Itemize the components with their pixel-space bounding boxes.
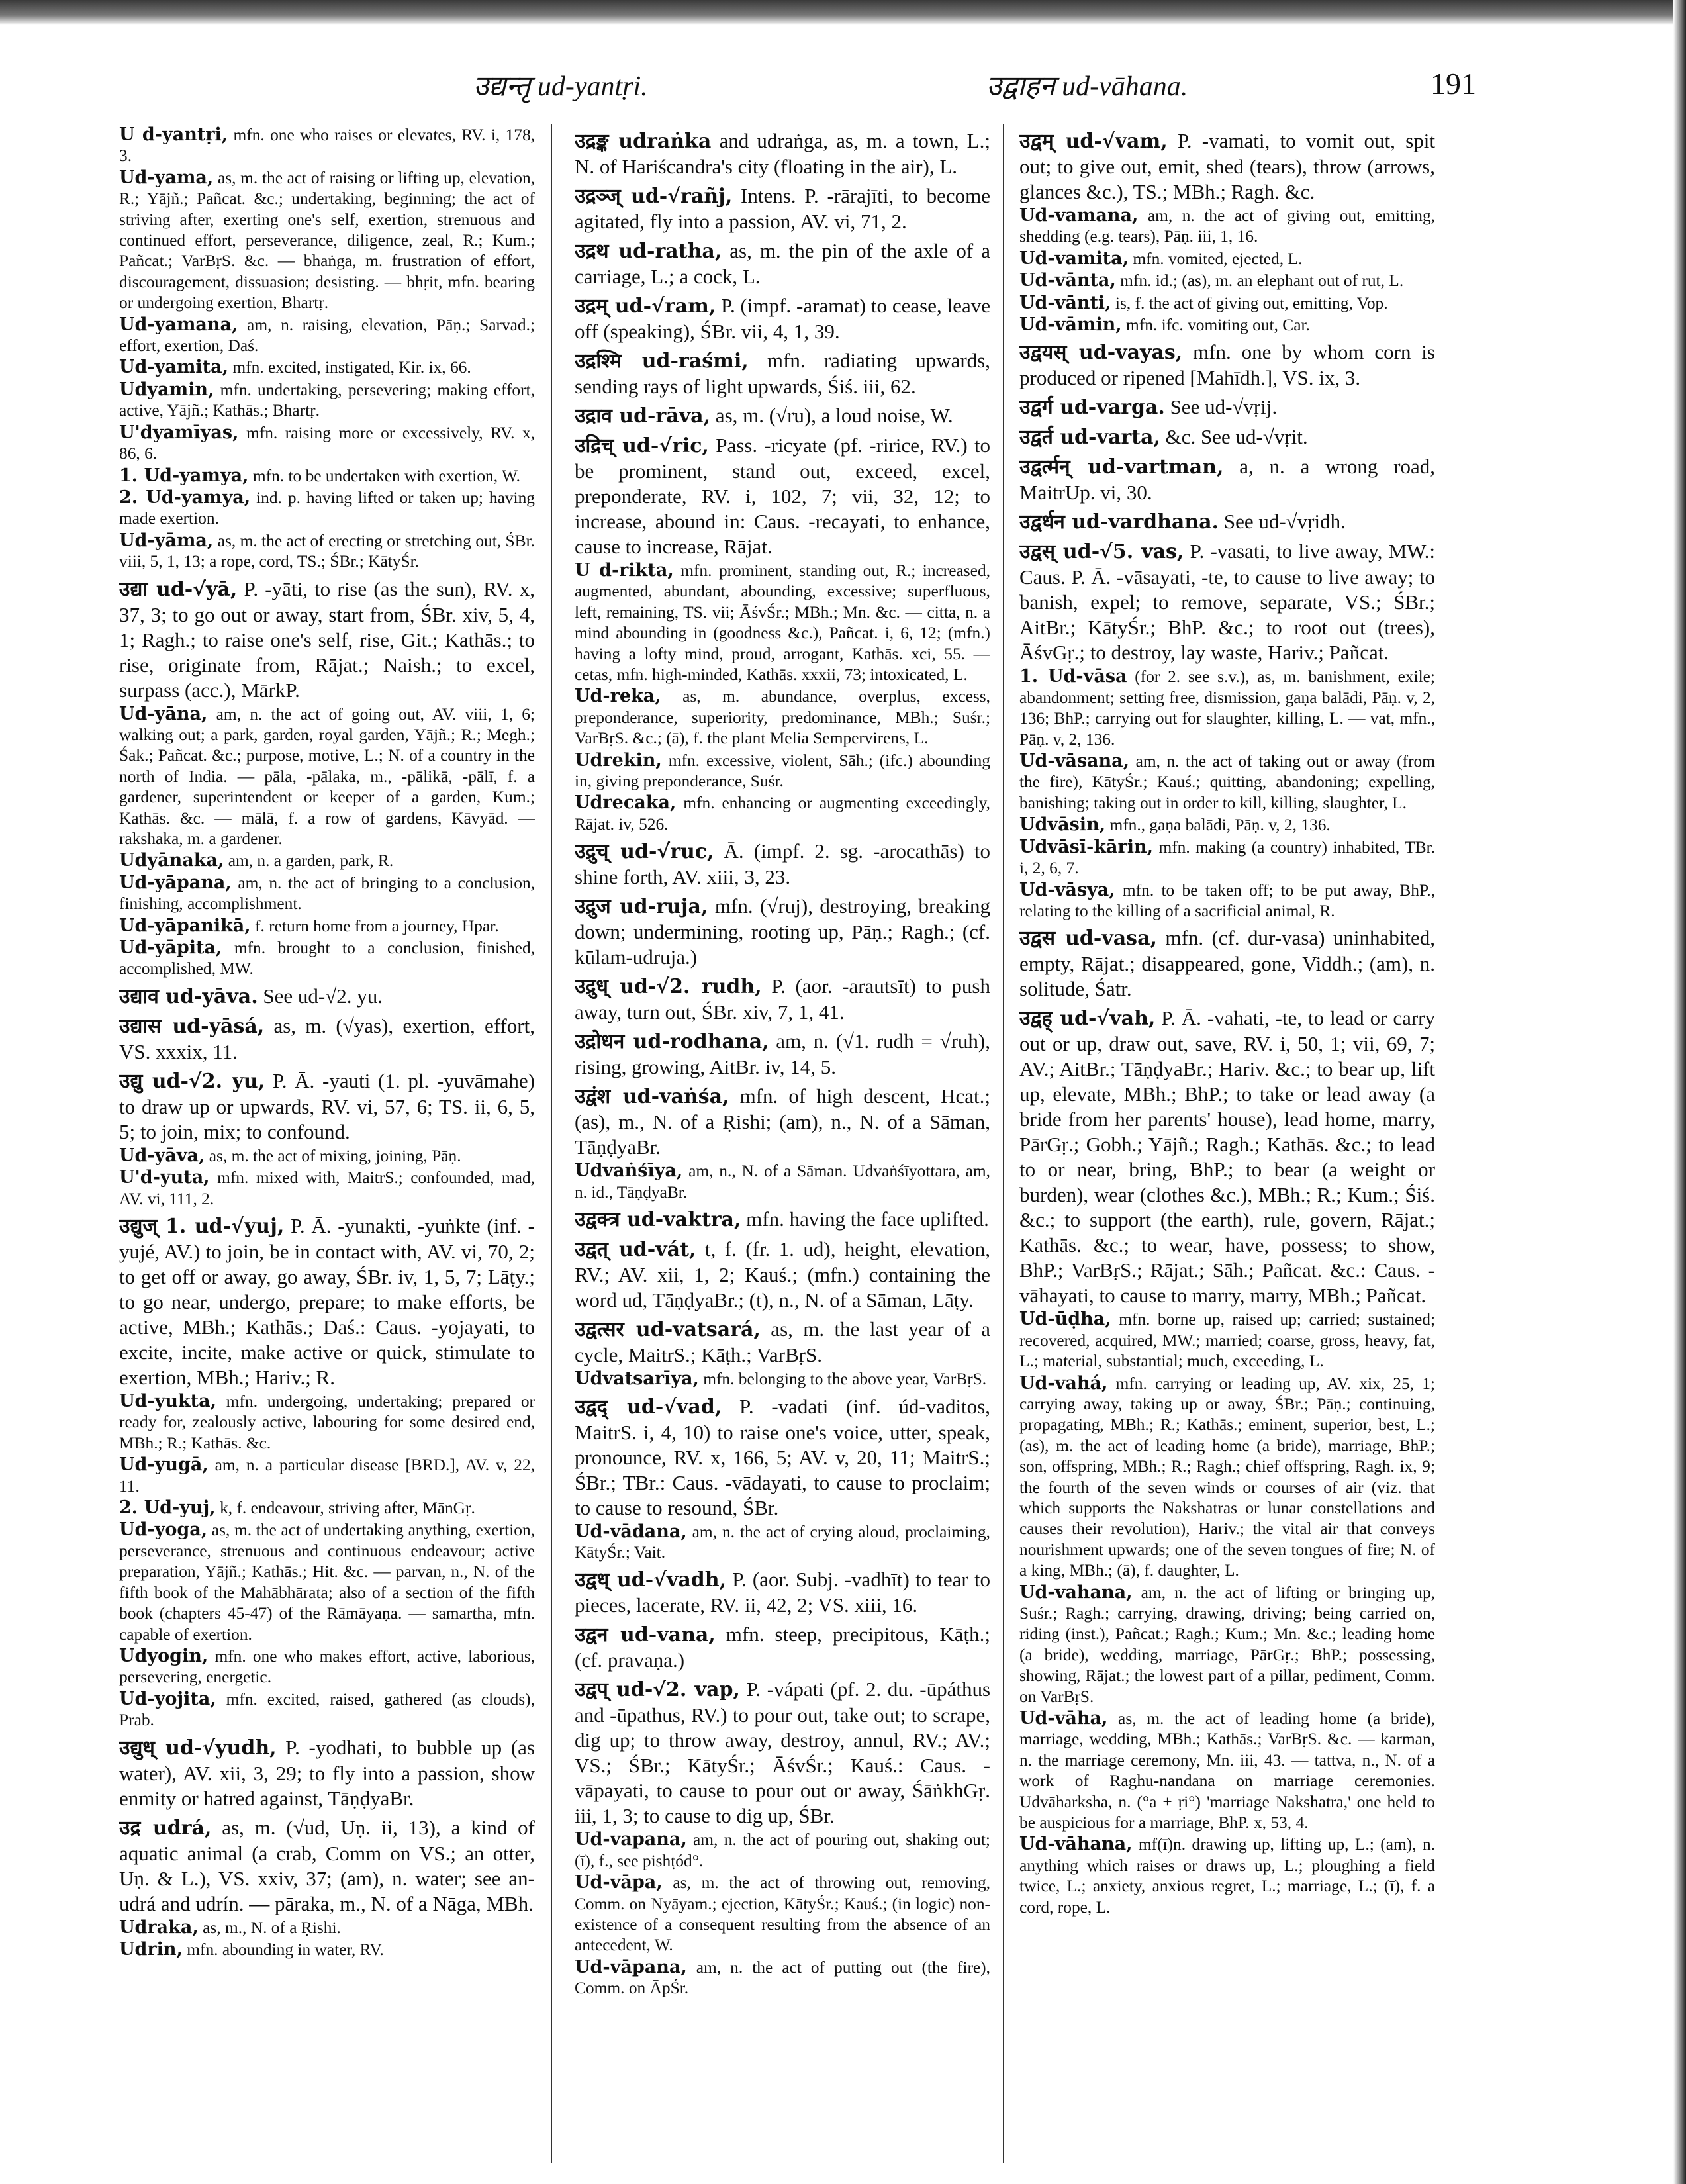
definition: and udraṅga, as, m. a town, L.; N. of Hariścandra's city (floating in the air), L. xyxy=(575,129,990,178)
definition: am, n. raising, elevation, Pāṇ.; Sarvad.; effort, exertion, Daś. xyxy=(119,315,535,356)
headword: Ud-yāpanikā, xyxy=(119,915,251,936)
main-entry xyxy=(1019,539,1435,665)
sub-entry xyxy=(119,124,535,167)
main-entry xyxy=(119,1213,535,1390)
scan-right-edge xyxy=(1673,0,1686,2184)
definition: am, n. the act of crying aloud, proclaiming, KātyŚr.; Vait. xyxy=(575,1522,990,1562)
main-entry xyxy=(119,1815,535,1917)
running-head-middle: उद्वाहन ud-vāhana. xyxy=(986,71,1188,102)
headword: Ud-yama, xyxy=(119,167,214,188)
headword: Ud-vāsana, xyxy=(1019,751,1130,772)
definition: See ud-√2. yu. xyxy=(258,984,383,1008)
main-entry xyxy=(119,1735,535,1811)
definition: mfn. excessive, violent, Sāh.; (ifc.) abounding in, giving preponderance, Suśr. xyxy=(575,751,990,791)
headword: Ud-yāpana, xyxy=(119,872,232,893)
headword: Ud-vamana, xyxy=(1019,205,1139,226)
definition: as, m. the act of leading home (a bride), marriage, wedding, MBh.; Kathās.; VarBṛS. &c. — karman, n. the marriage ceremony, Mn. iii, 43. — tattva, n., N. of a work of Raghu-nandana on marriage ceremonies. Udvāharksha, n. (°a + ṛi°) 'marriage Nakshatra,' one held to be auspicious for a marriage, BhP. x, 53, 4. xyxy=(1019,1709,1435,1832)
sub-entry xyxy=(1019,205,1435,248)
headword: Ud-yukta, xyxy=(119,1391,217,1412)
page-number: 191 xyxy=(1430,67,1476,101)
main-entry xyxy=(575,1622,990,1673)
sub-entry xyxy=(1019,837,1435,879)
main-entry xyxy=(575,348,990,399)
sub-entry xyxy=(119,379,535,422)
headword: उद्वर्त्मन् ud-vartman, xyxy=(1019,455,1224,479)
main-entry xyxy=(575,1394,990,1521)
column-1 xyxy=(119,124,535,2163)
sub-entry xyxy=(1019,1373,1435,1582)
headword: उद्र udrá, xyxy=(119,1816,212,1840)
definition: mfn. undertaking, persevering; making effort, active, Yājñ.; Kathās.; Bhartṛ. xyxy=(119,380,535,420)
headword: उद्वर्धन ud-vardhana. xyxy=(1019,510,1219,534)
definition: as, m. the act of undertaking anything, exertion, perseverance, strenuous and continuous endeavour; active preparation, Yājñ.; Kathās.; Hit. &c. — parvan, n., N. of the fifth book of the Mahābhārata; also of a section of the fifth book (chapters 45-47) of the Rāmāyaṇa. — samartha, mfn. capable of exertion. xyxy=(119,1521,535,1644)
headword: Udyamin, xyxy=(119,379,214,400)
sub-entry xyxy=(1019,751,1435,814)
sub-entry xyxy=(575,792,990,835)
definition: as, m., N. of a Ṛishi. xyxy=(198,1918,341,1937)
definition: am, n. the act of lifting or bringing up, Suśr.; Ragh.; carrying, drawing, driving; being carried on, riding (inst.), Pañcat.; Ragh.; Kum.; Mn. &c.; leading home (a bride), wedding, marriage, PārGṛ.; BhP.; possessing, showing, Rājat.; the lowest part of a pillar, pediment, Comm. on VarBṛS. xyxy=(1019,1583,1435,1706)
definition: as, m. abundance, overplus, excess, preponderance, superiority, predominance, MBh.; Suśr.; VarBṛS. &c.; (ā), f. the plant Melia Sempervirens, L. xyxy=(575,687,990,748)
headword: Udvāsin, xyxy=(1019,814,1106,835)
main-entry xyxy=(119,984,535,1010)
headword: उद्वप् ud-√2. vap, xyxy=(575,1678,740,1702)
sub-entry xyxy=(119,167,535,314)
headword: Ud-vāsya, xyxy=(1019,879,1115,900)
definition: as, m. the act of erecting or stretching out, ŚBr. viii, 5, 1, 13; a rope, cord, TS.; ŚBr.; KātyŚr. xyxy=(119,531,535,571)
headword: Ud-vāha, xyxy=(1019,1708,1108,1729)
sub-entry xyxy=(575,1829,990,1872)
headword: Udraka, xyxy=(119,1917,199,1938)
column-2 xyxy=(575,124,990,2163)
headword: Ud-vāpa, xyxy=(575,1872,663,1893)
headword: Ud-vādana, xyxy=(575,1521,687,1542)
sub-entry xyxy=(119,1167,535,1210)
headword: 1. Ud-vāsa xyxy=(1019,666,1127,687)
headword: उद्रञ्ज् ud-√rañj, xyxy=(575,185,733,208)
main-entry xyxy=(1019,509,1435,535)
main-entry xyxy=(119,1014,535,1065)
definition: P. -vasati, to live away, MW.: Caus. P. Ā. -vāsayati, -te, to cause to live away; to banish, expel; to remove, separate, VS.; ŚBr.; AitBr.; KātyŚr.; BhP. &c.; to root out (trees), ĀśvGṛ.; to destroy, lay waste, Hariv.; Pañcat. xyxy=(1019,540,1435,665)
definition: am, n. the act of pouring out, shaking out; (ī), f., see pishṭód°. xyxy=(575,1830,990,1870)
headword: Ud-yāva, xyxy=(119,1145,205,1166)
headword: Ud-vahá, xyxy=(1019,1372,1108,1394)
sub-entry xyxy=(575,1368,990,1390)
headword: उद्वर्त ud-varta, xyxy=(1019,426,1160,450)
definition: P. Ā. -vahati, -te, to lead or carry out or up, draw out, save, RV. i, 50, 1; vii, 69, 7; AV.; AitBr.; TāṇḍyaBr.; Hariv. &c.; to bear up, lift up, elevate, MBh.; BhP.; to take or lead away (a bride from her parents' house), lead home, marry, PārGṛ.; Gobh.; Yājñ.; Ragh.; Kathās. &c.; to lead to or near, bring, BhP.; to bear (a weight or burden), wear (clothes &c.), MBh.; R.; Kum.; Śiś. &c.; to support (the earth), rule, govern, Rājat.; Kathās. &c.; to wear, have, possess; to show, BhP.; VarBṛS.; Rājat.; Sāh.; Pañcat. &c.: Caus. -vāhayati, to cause to marry, marry, MBh.; Pañcat. xyxy=(1019,1006,1435,1307)
definition: mfn. one who makes effort, active, laborious, persevering, energetic. xyxy=(119,1646,535,1687)
headword: U'dyamīyas, xyxy=(119,422,239,443)
main-entry xyxy=(575,1317,990,1368)
definition: Intens. P. -rārajīti, to become agitated, fly into a passion, AV. vi, 71, 2. xyxy=(575,184,990,233)
definition: k, f. endeavour, striving after, MānGṛ. xyxy=(215,1499,475,1518)
definition: as, m. (√yas), exertion, effort, VS. xxxix, 11. xyxy=(119,1014,535,1063)
headword: उद्रिच् ud-√ric, xyxy=(575,434,709,457)
headword: उद्वह् ud-√vah, xyxy=(1019,1007,1156,1031)
definition: mfn. to be taken off; to be put away, BhP., relating to the killing of a sacrificial animal, R. xyxy=(1019,880,1435,920)
sub-entry xyxy=(1019,1834,1435,1918)
definition: mfn. of high descent, Hcat.; (as), m., N. of a Ṛishi; (am), n., N. of a Sāman, TāṇḍyaBr. xyxy=(575,1084,990,1159)
sub-entry xyxy=(119,530,535,573)
definition: mfn. borne up, raised up; carried; sustained; recovered, acquired, MW.; married; coarse, gross, heavy, fat, L.; material, substantial; much, exceeding, L. xyxy=(1019,1310,1435,1371)
headword: उद्वक्त्र ud-vaktra, xyxy=(575,1208,741,1232)
main-entry xyxy=(575,894,990,970)
main-entry xyxy=(575,1029,990,1080)
definition: P. (aor. Subj. -vadhīt) to tear to pieces, lacerate, RV. ii, 42, 2; VS. xiii, 16. xyxy=(575,1568,990,1617)
main-entry xyxy=(575,974,990,1025)
headword: उद्वस ud-vasa, xyxy=(1019,927,1157,951)
definition: mfn. having the face uplifted. xyxy=(741,1208,989,1231)
definition: mfn. brought to a conclusion, finished, accomplished, MW. xyxy=(119,939,535,978)
main-entry xyxy=(1019,395,1435,420)
headword: Ud-vāmin, xyxy=(1019,314,1122,336)
main-entry xyxy=(1019,1006,1435,1308)
definition: P. -vadati (inf. úd-vaditos, MaitrS. i, 4, 10) to raise one's voice, utter, speak, pronounce, RV. x, 166, 5; AV. v, 20, 11; MaitrS.; ŚBr.; TBr.: Caus. -vādayati, to cause to proclaim; to cause to resound, ŚBr. xyxy=(575,1394,990,1519)
definition: am, n. (√1. rudh = √ruh), rising, growing, AitBr. iv, 14, 5. xyxy=(575,1029,990,1079)
sub-entry xyxy=(119,850,535,871)
scan-top-edge xyxy=(0,0,1686,25)
definition: am, n. a garden, park, R. xyxy=(224,851,394,871)
headword: Ud-yoga, xyxy=(119,1519,208,1541)
definition: as, m. (√ru), a loud noise, W. xyxy=(710,404,953,427)
definition: mfn. radiating upwards, sending rays of light upwards, Śiś. iii, 62. xyxy=(575,349,990,398)
definition: mf(ī)n. drawing up, lifting up, L.; (am), n. anything which raises or draws up, L.; ploughing a field twice, L.; anxiety, anxious regret, L.; marriage, L.; (ī), f. a cord, rope, L. xyxy=(1019,1835,1435,1917)
headword: उद्युज् 1. ud-√yuj, xyxy=(119,1215,285,1239)
definition: P. -yāti, to rise (as the sun), RV. x, 37, 3; to go out or away, start from, ŚBr. xiv, 5, 4, 1; Ragh.; to raise one's self, rise, Git.; Kathās.; to rise, originate from, Rājat.; Naish.; to excel, surpass (acc.), MārkP. xyxy=(119,577,535,702)
main-entry xyxy=(1019,128,1435,205)
main-entry xyxy=(575,238,990,289)
definition: mfn. belonging to the above year, VarBṛS. xyxy=(698,1370,987,1389)
headword: उद्यास ud-yāsá, xyxy=(119,1014,265,1038)
main-entry xyxy=(575,183,990,234)
headword: Udrecaka, xyxy=(575,792,677,814)
sub-entry xyxy=(575,560,990,685)
definition: mfn. excited, instigated, Kir. ix, 66. xyxy=(228,358,471,377)
sub-entry xyxy=(119,1689,535,1731)
definition: Ā. (impf. 2. sg. -arocathās) to shine forth, AV. xiii, 3, 23. xyxy=(575,839,990,889)
definition: mfn. mixed with, MaitrS.; confounded, mad, AV. vi, 111, 2. xyxy=(119,1168,535,1208)
headword: Udvatsarīya, xyxy=(575,1368,699,1390)
definition: a, n. a wrong road, MaitrUp. vi, 30. xyxy=(1019,455,1435,504)
headword: उद्रम् ud-√ram, xyxy=(575,295,716,318)
definition: P. -vápati (pf. 2. du. -ūpáthus and -ūpathus, RV.) to pour out, take out; to scrape, dig up; to throw away, destroy, annul, RV.; AV.; VS.; ŚBr.; KātyŚr.; ĀśvŚr.; Kauś.: Caus. -vāpayati, to cause to pour out or away, ŚāṅkhGṛ. iii, 1, 3; to cause to dig up, ŚBr. xyxy=(575,1678,990,1828)
headword: उद्रथ ud-ratha, xyxy=(575,240,722,263)
definition: as, m. the act of throwing out, removing, Comm. on Nyāyam.; ejection, KātyŚr.; Kauś.; (in logic) non-existence of a consequent resulting from the absence of an antecedent, W. xyxy=(575,1874,990,1955)
sub-entry xyxy=(119,1917,535,1938)
definition: See ud-√vṛij. xyxy=(1164,395,1278,419)
definition: mfn. one by whom corn is produced or ripened [Mahīdh.], VS. ix, 3. xyxy=(1019,340,1435,390)
headword: Ud-vapana, xyxy=(575,1829,687,1850)
main-entry xyxy=(575,128,990,179)
definition: mfn. id.; (as), m. an elephant out of rut, L. xyxy=(1115,271,1404,291)
definition: Pass. -ricyate (pf. -ririce, RV.) to be prominent, stand out, exceed, excel, preponderate, RV. i, 102, 7; vii, 32, 12; to increase, abound in: Caus. -recayati, to enhance, cause to increase, Rājat. xyxy=(575,434,990,558)
definition: mfn. undergoing, undertaking; prepared or ready for, zealously active, labouring for some desired end, MBh.; R.; Kathās. &c. xyxy=(119,1392,535,1452)
definition: as, m. the act of mixing, joining, Pāṇ. xyxy=(205,1146,461,1165)
headword: उद्याव ud-yāva. xyxy=(119,984,258,1008)
sub-entry xyxy=(1019,270,1435,291)
main-entry xyxy=(1019,926,1435,1002)
headword: 2. Ud-yuj, xyxy=(119,1497,216,1519)
sub-entry xyxy=(119,1519,535,1644)
sub-entry xyxy=(1019,293,1435,314)
definition: mfn. making (a country) inhabited, TBr. i, 2, 6, 7. xyxy=(1019,837,1435,878)
headword: Ud-yāna, xyxy=(119,703,208,724)
definition: mfn. steep, precipitous, Kāṭh.; (cf. pravaṇa.) xyxy=(575,1623,990,1672)
sub-entry xyxy=(575,1872,990,1956)
definition: mfn. prominent, standing out, R.; increased, augmented, abundant, abounding, excessive; superfluous, left, remaining, TS. vii; ĀśvŚr.; MBh.; Mn. &c. — citta, n. a mind abounding in (goodness &c.), Pañcat. i, 6, 12; (mfn.) having a lofty mind, proud, arrogant, Kathās. xci, 55. — cetas, mfn. high-minded, Kathās. xxxii, 73; intoxicated, L. xyxy=(575,561,990,685)
definition: mfn. raising more or excessively, RV. x, 86, 6. xyxy=(119,423,535,463)
headword: उद्वत् ud-vát, xyxy=(575,1238,696,1262)
sub-entry xyxy=(1019,248,1435,269)
definition: mfn. (√ruj), destroying, breaking down; undermining, rooting up, Pāṇ.; Ragh.; (cf. kūlam-udruja.) xyxy=(575,894,990,969)
definition: is, f. the act of giving out, emitting, Vop. xyxy=(1111,293,1388,312)
headword: Udyānaka, xyxy=(119,850,224,871)
sub-entry xyxy=(119,1497,535,1519)
headword: Ud-vānta, xyxy=(1019,270,1116,291)
headword: उद्वध् ud-√vadh, xyxy=(575,1568,727,1592)
sub-entry xyxy=(1019,814,1435,835)
headword: 2. Ud-yamya, xyxy=(119,487,251,508)
headword: Udyogin, xyxy=(119,1645,209,1666)
sub-entry xyxy=(119,1646,535,1688)
sub-entry xyxy=(575,750,990,792)
main-entry xyxy=(575,1207,990,1233)
definition: mfn. to be undertaken with exertion, W. xyxy=(248,466,520,485)
main-entry xyxy=(1019,340,1435,391)
sub-entry xyxy=(575,686,990,749)
headword: उद्रङ्क udraṅka xyxy=(575,130,712,153)
headword: U d-yantṛi, xyxy=(119,124,228,145)
headword: उद्वन ud-vana, xyxy=(575,1623,716,1647)
sub-entry xyxy=(1019,1309,1435,1372)
headword: उद्यु ud-√2. yu, xyxy=(119,1069,265,1093)
headword: Ud-yāma, xyxy=(119,530,214,551)
definition: See ud-√vṛidh. xyxy=(1219,510,1346,534)
headword: U d-rikta, xyxy=(575,560,674,581)
headword: Ud-yāpita, xyxy=(119,937,222,958)
definition: as, m. (√ud, Uṇ. ii, 13), a kind of aquatic animal (a crab, Comm on VS.; an otter, Uṇ. & L.), VS. xxiv, 37; (am), n. water; see an-udrá and udrín. — pāraka, m., N. of a Nāga, MBh. xyxy=(119,1815,535,1915)
sub-entry xyxy=(119,465,535,487)
headword: उद्वत्सर ud-vatsará, xyxy=(575,1318,761,1342)
definition: mfn. ifc. vomiting out, Car. xyxy=(1121,316,1310,335)
main-entry xyxy=(575,1237,990,1313)
definition: P. (impf. -aramat) to cease, leave off (speaking), ŚBr. vii, 4, 1, 39. xyxy=(575,294,990,343)
definition: &c. See ud-√vṛit. xyxy=(1160,425,1308,449)
sub-entry xyxy=(119,704,535,850)
definition: t, f. (fr. 1. ud), height, elevation, RV.; AV. xii, 1, 2; Kauś.; (mfn.) containing the word ud, TāṇḍyaBr.; (t), n., N. of a Sāman, Lāṭy. xyxy=(575,1237,990,1312)
definition: as, m. the last year of a cycle, MaitrS.; Kāṭh.; VarBṛS. xyxy=(575,1317,990,1367)
sub-entry xyxy=(119,422,535,465)
definition: am, n. the act of putting out (the fire), Comm. on ĀpŚr. xyxy=(575,1958,990,1998)
definition: am, n. the act of giving out, emitting, shedding (e.g. tears), Pāṇ. iii, 1, 16. xyxy=(1019,207,1435,246)
headword: उद्वम् ud-√vam, xyxy=(1019,130,1168,153)
sub-entry xyxy=(119,1939,535,1960)
headword: Udvaṅśīya, xyxy=(575,1161,683,1182)
headword: उद्रुध् ud-√2. rudh, xyxy=(575,975,762,999)
column-rule-1 xyxy=(551,124,552,2163)
main-entry xyxy=(119,577,535,703)
definition: am, n. the act of going out, AV. viii, 1, 6; walking out; a park, garden, royal garden, Yājñ.; R.; Megh.; Śak.; Pañcat. &c.; purpose, motive, L.; N. of a country in the north of India. — pāla, -pālaka, m., -pālikā, -pālī, f. a gardener, superintendent or keeper of a garden, Kum.; Kathās. &c. — mālā, f. a row of gardens, Kāvyād. — rakshaka, m. a gardener. xyxy=(119,704,535,848)
sub-entry xyxy=(119,916,535,937)
sub-entry xyxy=(575,1957,990,1999)
main-entry xyxy=(575,293,990,344)
main-entry xyxy=(1019,424,1435,450)
sub-entry xyxy=(119,314,535,357)
headword: उद्रश्मि ud-raśmi, xyxy=(575,350,749,373)
main-entry xyxy=(575,433,990,559)
headword: Ud-vamita, xyxy=(1019,248,1129,269)
headword: Ud-yojita, xyxy=(119,1688,216,1709)
headword: उद्रुज ud-ruja, xyxy=(575,895,708,919)
definition: mfn. one who raises or elevates, RV. i, 178, 3. xyxy=(119,126,535,166)
main-entry xyxy=(575,839,990,890)
sub-entry xyxy=(1019,314,1435,336)
main-entry xyxy=(575,403,990,429)
sub-entry xyxy=(119,1454,535,1497)
main-entry xyxy=(575,1677,990,1828)
definition: mfn. carrying or leading up, AV. xix, 25, 1; carrying away, taking up or away, ŚBr.; Pāṇ.; continuing, propagating, MBh.; R.; Kathās.; eminent, superior, best, L.; (as), m. the act of leading home (a bride), marriage, BhP.; son, offspring, MBh.; R.; Ragh.; chief offspring, Ragh. ix, 9; the fourth of the seven winds or courses of air (viz. that which supports the Nakshatras or lunar constellations and causes their revolution), Hariv.; the vital air that conveys nourishment upwards; one of the seven tongues of fire; N. of a king, MBh.; (ā), f. daughter, L. xyxy=(1019,1374,1435,1580)
column-rule-2 xyxy=(1003,124,1004,2163)
definition: mfn. excited, raised, gathered (as clouds), Prab. xyxy=(119,1689,535,1730)
sub-entry xyxy=(119,873,535,915)
main-entry xyxy=(575,1567,990,1618)
sub-entry xyxy=(119,1391,535,1454)
sub-entry xyxy=(1019,666,1435,750)
headword: उद्वस् ud-√5. vas, xyxy=(1019,540,1184,564)
definition: ind. p. having lifted or taken up; having made exertion. xyxy=(119,488,535,528)
headword: उद्वर्ग ud-varga. xyxy=(1019,396,1165,420)
definition: P. Ā. -yunakti, -yuṅkte (inf. -yujé, AV.) to join, be in contact with, AV. vi, 70, 2; to get off or away, go away, ŚBr. iv, 1, 5, 7; Lāṭy.; to go near, undergo, prepare; to make efforts, be active, MBh.; Kathās.; Daś.: Caus. -yojayati, to excite, incite, make active or quick, stimulate to exertion, MBh.; Hariv.; R. xyxy=(119,1214,535,1390)
headword: U'd-yuta, xyxy=(119,1167,210,1188)
definition: as, m. the pin of the axle of a carriage, L.; a cock, L. xyxy=(575,239,990,288)
sub-entry xyxy=(1019,1708,1435,1833)
headword: उद्राव ud-rāva, xyxy=(575,404,711,428)
headword: Ud-vāpana, xyxy=(575,1956,687,1977)
sub-entry xyxy=(119,1145,535,1166)
definition: am, n., N. of a Sāman. Udvaṅśīyottara, am, n. id., TāṇḍyaBr. xyxy=(575,1162,990,1202)
headword: उद्युध् ud-√yudh, xyxy=(119,1736,277,1760)
sub-entry xyxy=(119,487,535,530)
headword: Ud-ūḍha, xyxy=(1019,1309,1111,1330)
definition: am, n. the act of taking out or away (from the fire), KātyŚr.; Kauś.; quitting, abandoning; expelling, banishing; taking out in order to kill, killing, slaughter, L. xyxy=(1019,752,1435,812)
definition: as, m. the act of raising or lifting up, elevation, R.; Yājñ.; Pañcat. &c.; undertaking, beginning; the act of striving after, exerting one's self, exertion, strenuous and continued effort, perseverance, diligence, zeal, R.; Kum.; Pañcat.; VarBṛS. &c. — bhaṅga, m. frustration of effort, discouragement, dissuasion; desisting. — bhṛit, mfn. bearing or undergoing exertion, Bhartṛ. xyxy=(119,168,535,312)
headword: उद्वयस् ud-vayas, xyxy=(1019,341,1183,365)
definition: P. -yodhati, to bubble up (as water), AV. xii, 3, 29; to fly into a passion, show enmity or hatred against, TāṇḍyaBr. xyxy=(119,1735,535,1810)
headword: Ud-vahana, xyxy=(1019,1582,1133,1603)
page-header xyxy=(119,66,1476,113)
headword: उद्या ud-√yā, xyxy=(119,577,238,601)
definition: am, n. a particular disease [BRD.], AV. v, 22, 11. xyxy=(119,1456,535,1496)
definition: mfn. (cf. dur-vasa) uninhabited, empty, Rājat.; disappeared, gone, Viddh.; (am), n. solitude, Śatr. xyxy=(1019,926,1435,1001)
sub-entry xyxy=(119,357,535,378)
definition: mfn. vomited, ejected, L. xyxy=(1129,249,1303,268)
column-3 xyxy=(1019,124,1435,2163)
definition: mfn., gaṇa balādi, Pāṇ. v, 2, 136. xyxy=(1105,816,1331,835)
headword: Ud-yugā, xyxy=(119,1454,209,1476)
headword: उद्वद् ud-√vad, xyxy=(575,1395,722,1419)
headword: Udrin, xyxy=(119,1938,183,1960)
definition: mfn. abounding in water, RV. xyxy=(182,1940,384,1959)
sub-entry xyxy=(575,1161,990,1203)
headword: Udrekin, xyxy=(575,749,662,771)
sub-entry xyxy=(1019,880,1435,922)
headword: उद्वंश ud-vaṅśa, xyxy=(575,1085,729,1109)
main-entry xyxy=(1019,454,1435,505)
definition: P. Ā. -yauti (1. pl. -yuvāmahe) to draw up or upwards, RV. vi, 57, 6; TS. ii, 6, 5, 5; to join, mix; to confound. xyxy=(119,1068,535,1143)
sub-entry xyxy=(575,1521,990,1564)
main-entry xyxy=(575,1084,990,1160)
headword: Ud-vānti, xyxy=(1019,292,1111,313)
definition: P. (aor. -arautsīt) to push away, turn out, ŚBr. xiv, 7, 1, 41. xyxy=(575,974,990,1024)
definition: f. return home from a journey, Hpar. xyxy=(250,916,499,935)
definition: (for 2. see s.v.), as, m. banishment, exile; abandonment; setting free, dismission, gaṇa balādi, Pāṇ. v, 2, 136; BhP.; carrying out for slaughter, killing, L. — vat, mfn., Pāṇ. v, 2, 136. xyxy=(1019,667,1435,749)
sub-entry xyxy=(119,937,535,980)
sub-entry xyxy=(1019,1582,1435,1707)
headword: Ud-yamana, xyxy=(119,314,238,335)
headword: Ud-yamita, xyxy=(119,357,229,378)
headword: Ud-reka, xyxy=(575,686,661,707)
running-head-left: उद्यन्तृ ud-yantṛi. xyxy=(473,71,648,102)
headword: Udvāsī-kārin, xyxy=(1019,836,1153,857)
main-entry xyxy=(119,1068,535,1145)
headword: उद्रुच् ud-√ruc, xyxy=(575,840,714,864)
definition: P. -vamati, to vomit out, spit out; to give out, emit, shed (tears), throw (arrows, glances &c.), TS.; MBh.; Ragh. &c. xyxy=(1019,129,1435,203)
definition: am, n. the act of bringing to a conclusion, finishing, accomplishment. xyxy=(119,873,535,914)
definition: mfn. enhancing or augmenting exceedingly, Rājat. iv, 526. xyxy=(575,794,990,833)
headword: उद्रोधन ud-rodhana, xyxy=(575,1030,769,1054)
headword: 1. Ud-yamya, xyxy=(119,465,249,486)
headword: Ud-vāhana, xyxy=(1019,1834,1133,1855)
